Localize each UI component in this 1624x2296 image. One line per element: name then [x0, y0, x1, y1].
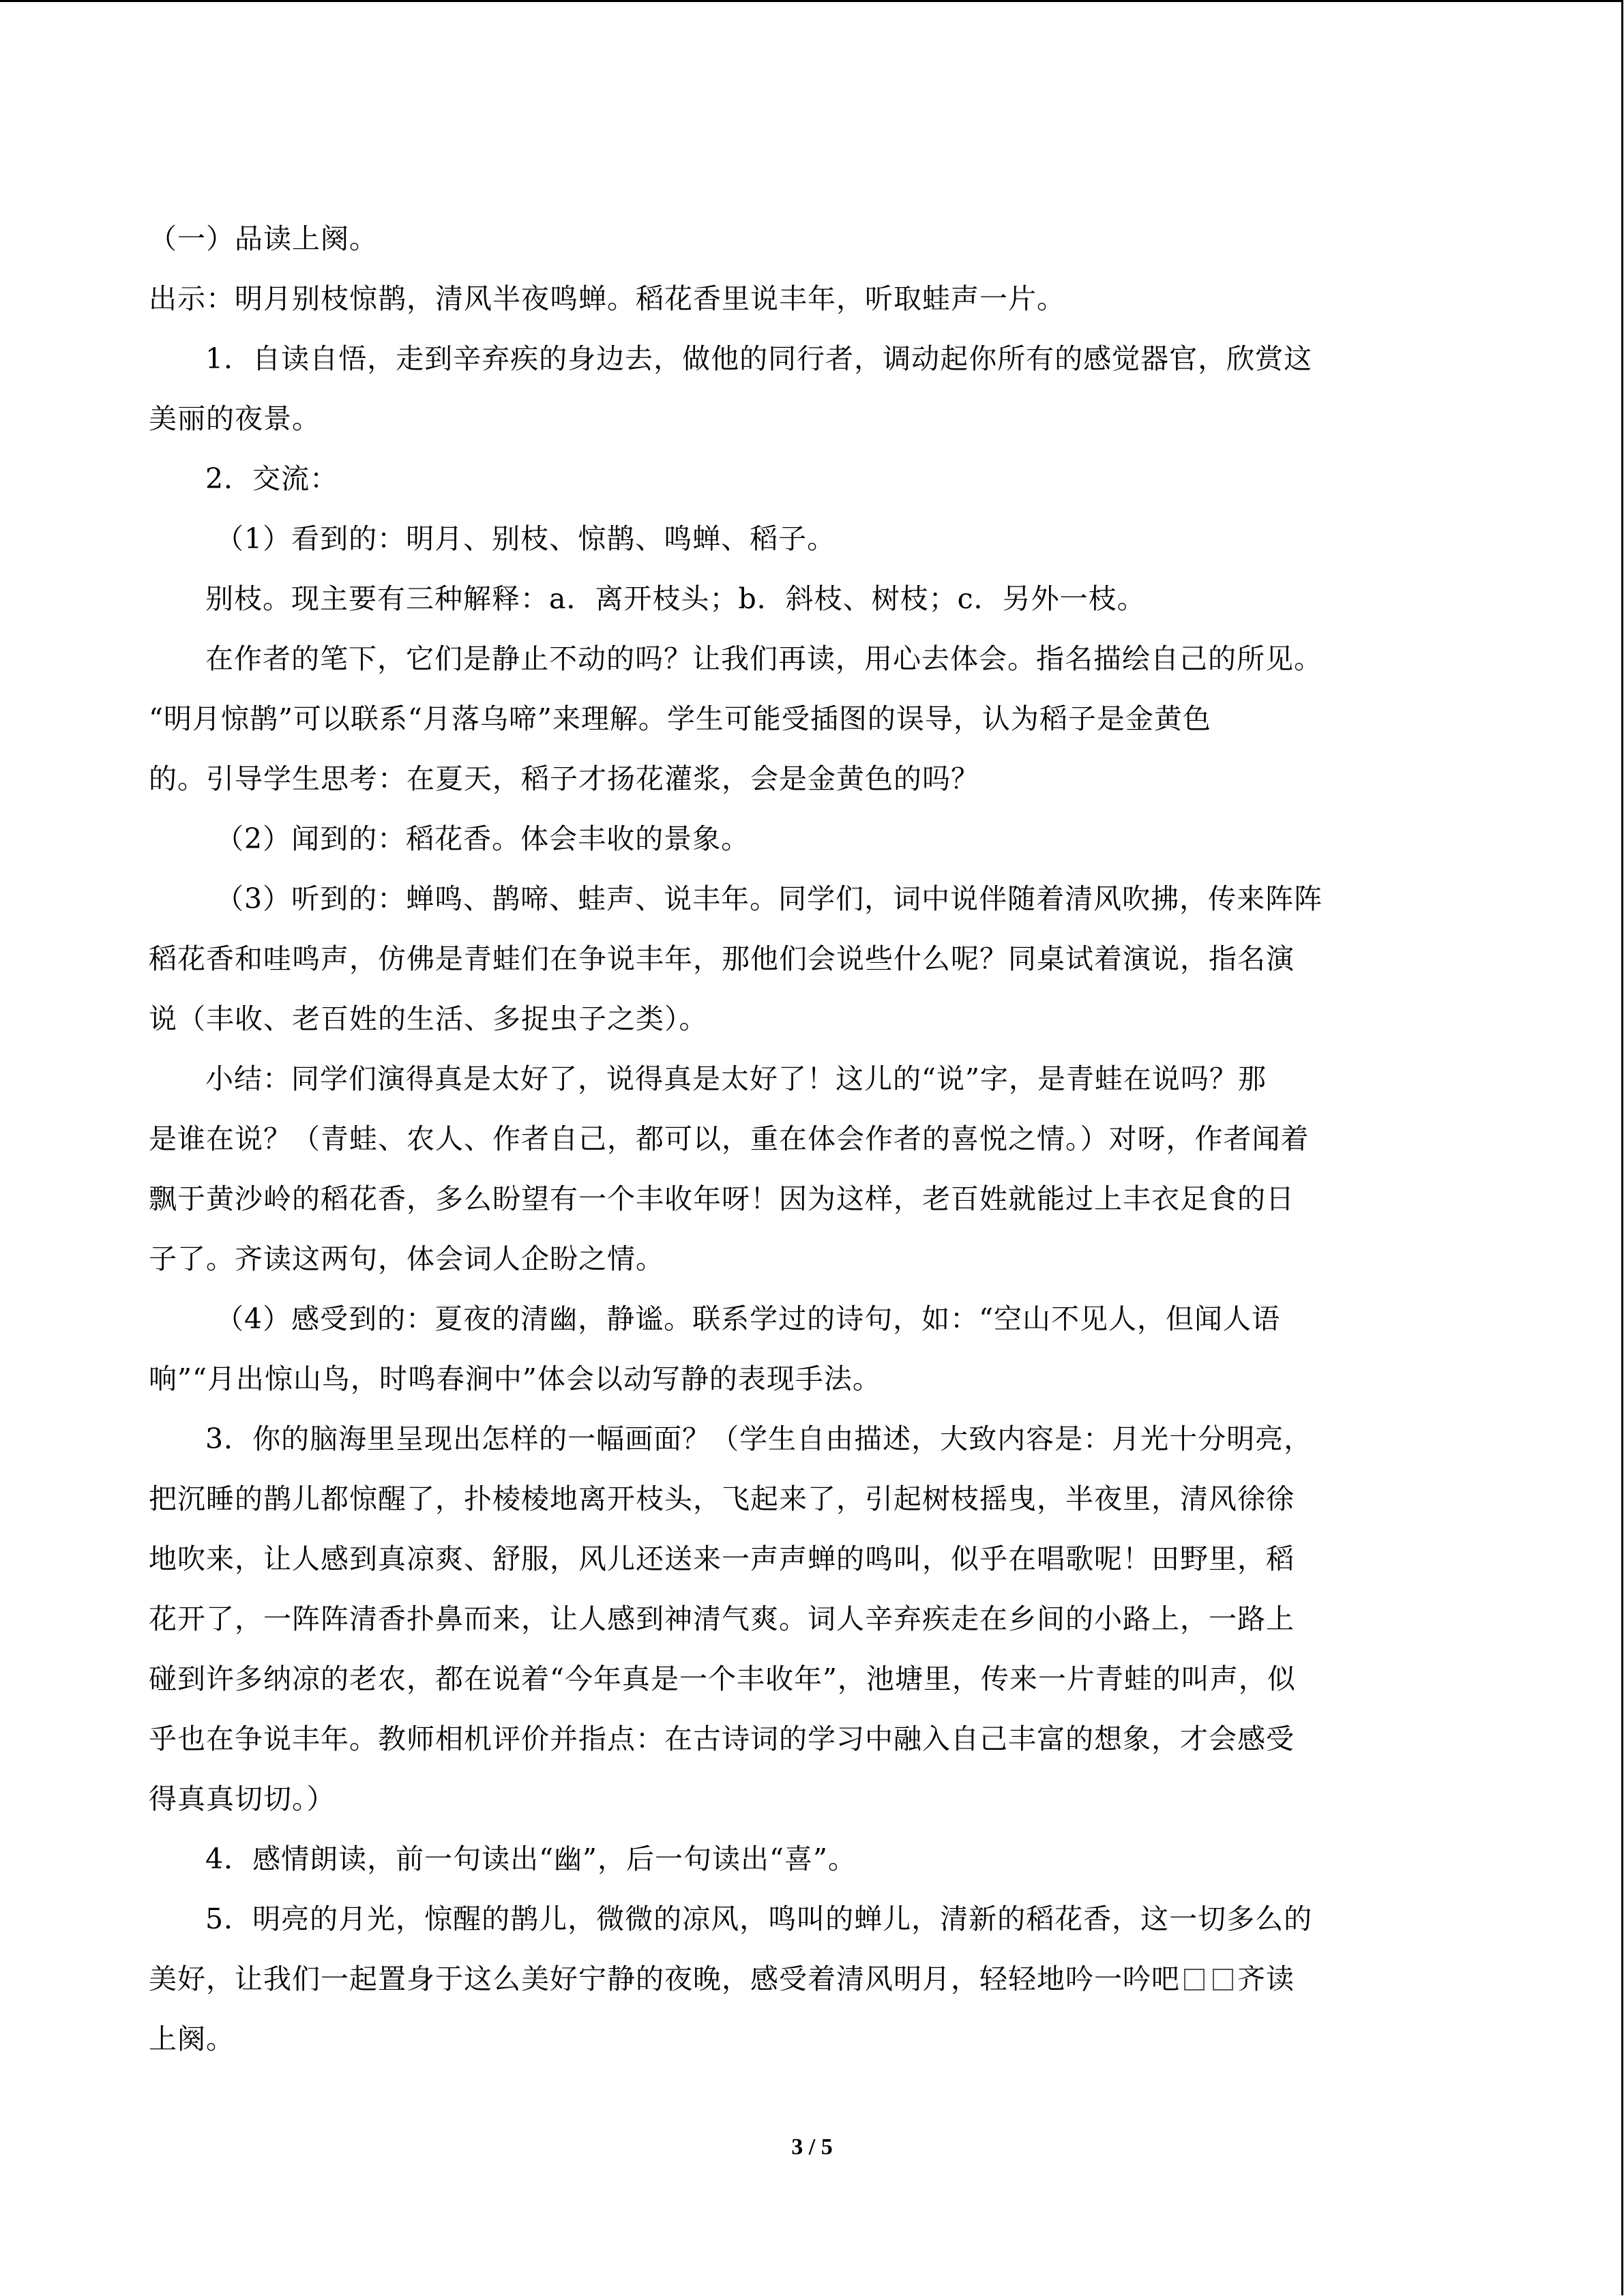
paragraph-line: 响”“月出惊山鸟，时鸣春涧中”体会以动写静的表现手法。 — [149, 1362, 881, 1395]
paragraph-line: 乎也在争说丰年。教师相机评价并指点：在古诗词的学习中融入自己丰富的想象，才会感受 — [149, 1723, 1295, 1755]
item-1-seen: （1）看到的：明月、别枝、惊鹊、鸣蝉、稻子。 — [216, 522, 836, 555]
item-4-felt: （4）感受到的：夏夜的清幽，静谧。联系学过的诗句，如：“空山不见人，但闻人语 — [216, 1302, 1281, 1335]
paragraph-line: 花开了，一阵阵清香扑鼻而来，让人感到神清气爽。词人辛弃疾走在乡间的小路上，一路上 — [149, 1602, 1295, 1635]
paragraph-line: 地吹来，让人感到真凉爽、舒服，风儿还送来一声声蝉的鸣叫，似乎在唱歌呢！田野里，稻 — [149, 1542, 1295, 1575]
step-1-line: 1．自读自悟，走到辛弃疾的身边去，做他的同行者，调动起你所有的感觉器官，欣赏这 — [205, 342, 1313, 375]
item-3-heard: （3）听到的：蝉鸣、鹊啼、蛙声、说丰年。同学们，词中说伴随着清风吹拂，传来阵阵 — [216, 882, 1323, 915]
section-heading: （一）品读上阕。 — [149, 222, 378, 255]
document-body — [149, 209, 1479, 2069]
paragraph-line: 把沉睡的鹊儿都惊醒了，扑棱棱地离开枝头，飞起来了，引起树枝摇曳，半夜里，清风徐徐 — [149, 1482, 1295, 1515]
step-5-text: 美好，让我们一起置身于这么美好宁静的夜晚，感受着清风明月，轻轻地吟一吟吧 — [149, 1963, 1180, 1995]
paragraph-line: 说（丰收、老百姓的生活、多捉虫子之类）。 — [149, 1002, 708, 1035]
paragraph-line: 稻花香和哇鸣声，仿佛是青蛙们在争说丰年，那他们会说些什么呢？同桌试着演说，指名演 — [149, 942, 1295, 975]
step-5-line-cont — [149, 1949, 1479, 2009]
paragraph-line: 上阕。 — [149, 2023, 235, 2055]
step-4-line: 4．感情朗读，前一句读出“幽”，后一句读出“喜”。 — [205, 1843, 857, 1875]
paragraph-line: “明月惊鹊”可以联系“月落乌啼”来理解。学生可能受插图的误导，认为稻子是金黄色 — [149, 702, 1211, 735]
summary-line: 小结：同学们演得真是太好了，说得真是太好了！这儿的“说”字，是青蛙在说吗？那 — [205, 1062, 1267, 1095]
paragraph-line: 的。引导学生思考：在夏天，稻子才扬花灌浆，会是金黄色的吗？ — [149, 762, 979, 795]
summary-line: 子了。齐读这两句，体会词人企盼之情。 — [149, 1242, 664, 1275]
paragraph-line: 得真真切切。） — [149, 1783, 336, 1815]
step-5-tail: 齐读 — [1237, 1963, 1295, 1995]
item-2-smelled: （2）闻到的：稻花香。体会丰收的景象。 — [216, 822, 750, 855]
summary-line: 是谁在说？（青蛙、农人、作者自己，都可以，重在体会作者的喜悦之情。）对呀，作者闻着 — [149, 1122, 1310, 1155]
bie-zhi-explanation: 别枝。现主要有三种解释：a．离开枝头；b．斜枝、树枝；c．另外一枝。 — [205, 582, 1146, 615]
placeholder-box — [1184, 1969, 1205, 1991]
paragraph-line: 在作者的笔下，它们是静止不动的吗？让我们再读，用心去体会。指名描绘自己的所见。 — [205, 642, 1323, 675]
step-2-heading: 2．交流： — [205, 462, 339, 495]
placeholder-box — [1213, 1969, 1233, 1991]
step-1-line-cont: 美丽的夜景。 — [149, 402, 321, 435]
step-5-line: 5．明亮的月光，惊醒的鹊儿，微微的凉风，鸣叫的蝉儿，清新的稻花香，这一切多么的 — [205, 1903, 1313, 1935]
step-3-line: 3．你的脑海里呈现出怎样的一幅画面？（学生自由描述，大致内容是：月光十分明亮， — [205, 1422, 1313, 1455]
paragraph-line: 碰到许多纳凉的老农，都在说着“今年真是一个丰收年”，池塘里，传来一片青蛙的叫声，似 — [149, 1663, 1296, 1695]
summary-line: 飘于黄沙岭的稻花香，多么盼望有一个丰收年呀！因为这样，老百姓就能过上丰衣足食的日 — [149, 1182, 1295, 1215]
page-number: 3 / 5 — [791, 2134, 833, 2160]
poem-excerpt: 出示：明月别枝惊鹊，清风半夜鸣蝉。稻花香里说丰年，听取蛙声一片。 — [149, 282, 1065, 315]
